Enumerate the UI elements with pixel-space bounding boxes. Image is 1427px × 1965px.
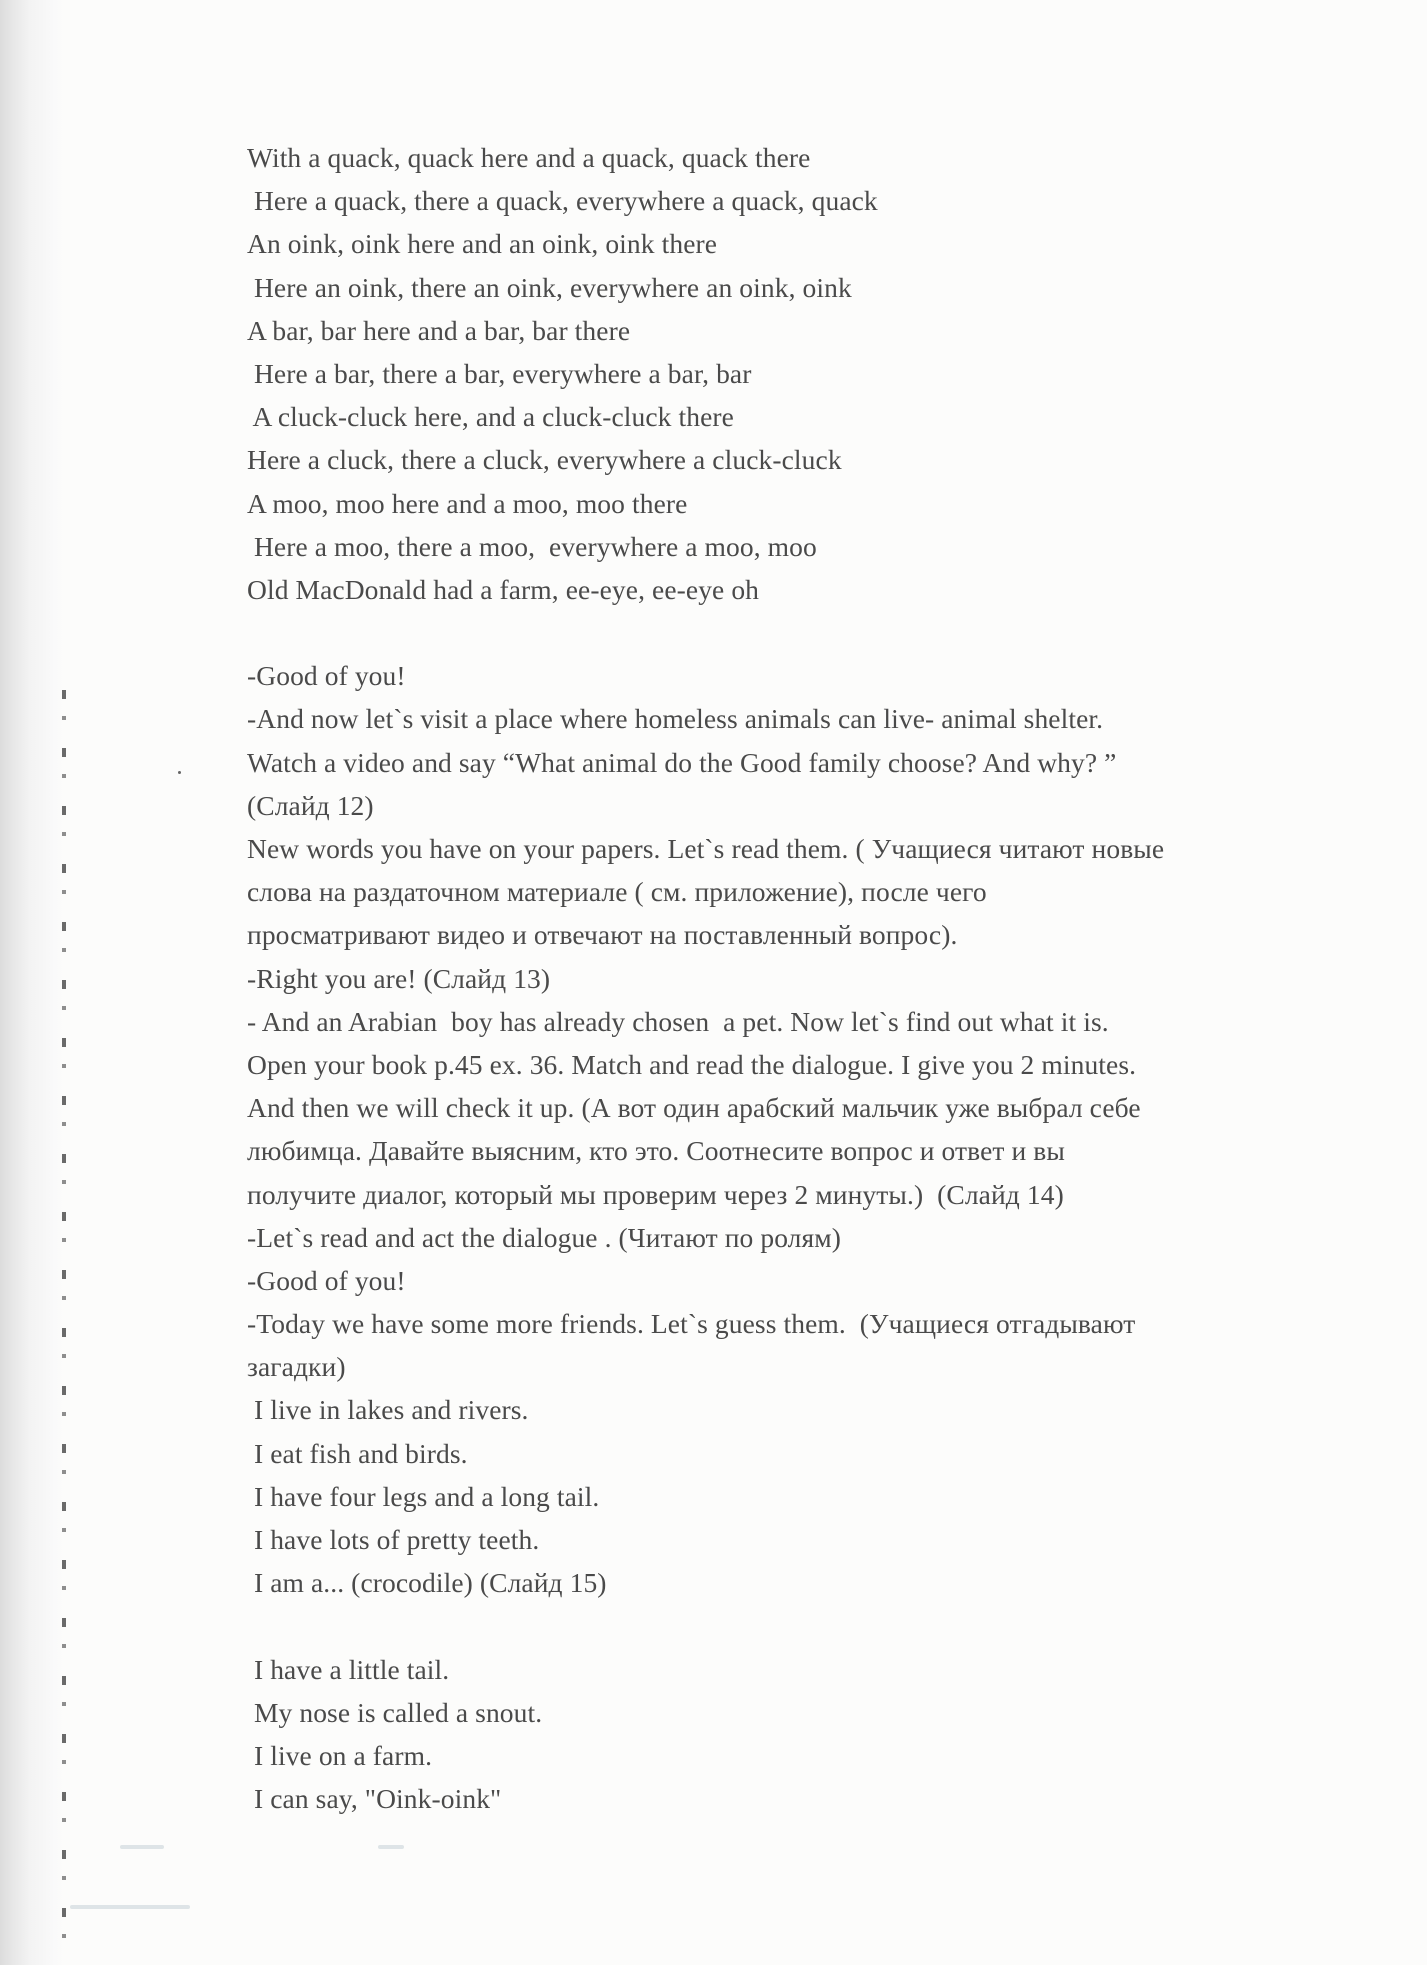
smudge <box>70 1905 190 1909</box>
riddle-line: I have a little tail. <box>247 1653 450 1685</box>
song-line: A cluck-cluck here, and a cluck-cluck there <box>247 401 734 433</box>
riddle-block <box>247 1648 1387 1821</box>
blank-line <box>247 611 1387 654</box>
lesson-line: загадки) <box>247 1351 346 1383</box>
lesson-line: -Good of you! <box>247 660 406 692</box>
lesson-line: (Слайд 12) <box>247 789 374 821</box>
song-line: Here an oink, there an oink, everywhere an oink, oink <box>247 271 852 303</box>
song-line: Here a moo, there a moo, everywhere a moo, moo <box>247 530 817 562</box>
song-line: Here a quack, there a quack, everywhere a quack, quack <box>247 185 878 217</box>
smudge <box>120 1845 164 1849</box>
song-line: An oink, oink here and an oink, oink there <box>247 228 718 260</box>
lesson-line: And then we will check it up. (А вот один арабский мальчик уже выбрал себе <box>247 1092 1141 1124</box>
lesson-line: Open your book p.45 ex. 36. Match and read the dialogue. I give you 2 minutes. <box>247 1048 1137 1080</box>
riddle-line: I have four legs and a long tail. <box>247 1480 600 1512</box>
blank-line <box>247 1604 1387 1647</box>
lesson-line: -Let`s read and act the dialogue . (Читают по ролям) <box>247 1221 842 1253</box>
lesson-line: слова на раздаточном материале ( см. приложение), после чего <box>247 876 987 908</box>
song-line: A bar, bar here and a bar, bar there <box>247 314 631 346</box>
lesson-line: -Right you are! (Слайд 13) <box>247 962 551 994</box>
lesson-line: любимца. Давайте выясним, кто это. Соотнесите вопрос и ответ и вы <box>247 1135 1065 1167</box>
riddle-line: My nose is called a snout. <box>247 1696 543 1728</box>
document-text <box>247 136 1387 1820</box>
lesson-line: просматривают видео и отвечают на поставленный вопрос). <box>247 919 958 951</box>
song-line: With a quack, quack here and a quack, quack there <box>247 142 811 173</box>
riddle-line: I am a... (crocodile) (Слайд 15) <box>247 1567 607 1599</box>
lesson-line: New words you have on your papers. Let`s read them. ( Учащиеся читают новые <box>247 833 1165 864</box>
lesson-line: - And an Arabian boy has already chosen a pet. Now let`s find out what it is. <box>247 1005 1109 1037</box>
lesson-script <box>247 654 1387 1604</box>
edge-marks <box>62 690 66 1950</box>
riddle-line: I can say, "Oink-oink" <box>247 1783 502 1815</box>
riddle-line: I have lots of pretty teeth. <box>247 1524 540 1555</box>
song-line: A moo, moo here and a moo, moo there <box>247 487 688 519</box>
smudge <box>378 1845 404 1849</box>
lesson-line: -Today we have some more friends. Let`s guess them. (Учащиеся отгадывают <box>247 1308 1136 1340</box>
song-line: Old MacDonald had a farm, ee-eye, ee-eye oh <box>247 573 760 605</box>
lesson-line: Watch a video and say “What animal do the Good family choose? And why? ” <box>247 746 1117 778</box>
song-verse <box>247 136 1387 611</box>
song-line: Here a cluck, there a cluck, everywhere a cluck-cluck <box>247 444 842 476</box>
lesson-line: получите диалог, который мы проверим через 2 минуты.) (Слайд 14) <box>247 1178 1064 1210</box>
riddle-line: I live in lakes and rivers. <box>247 1394 529 1426</box>
riddle-line: I eat fish and birds. <box>247 1437 468 1469</box>
stray-dot <box>178 771 181 774</box>
lesson-line: -And now let`s visit a place where homeless animals can live- animal shelter. <box>247 703 1104 735</box>
song-line: Here a bar, there a bar, everywhere a bar, bar <box>247 357 752 389</box>
riddle-line: I live on a farm. <box>247 1739 433 1771</box>
scan-shadow <box>0 0 64 1965</box>
lesson-line: -Good of you! <box>247 1264 406 1296</box>
